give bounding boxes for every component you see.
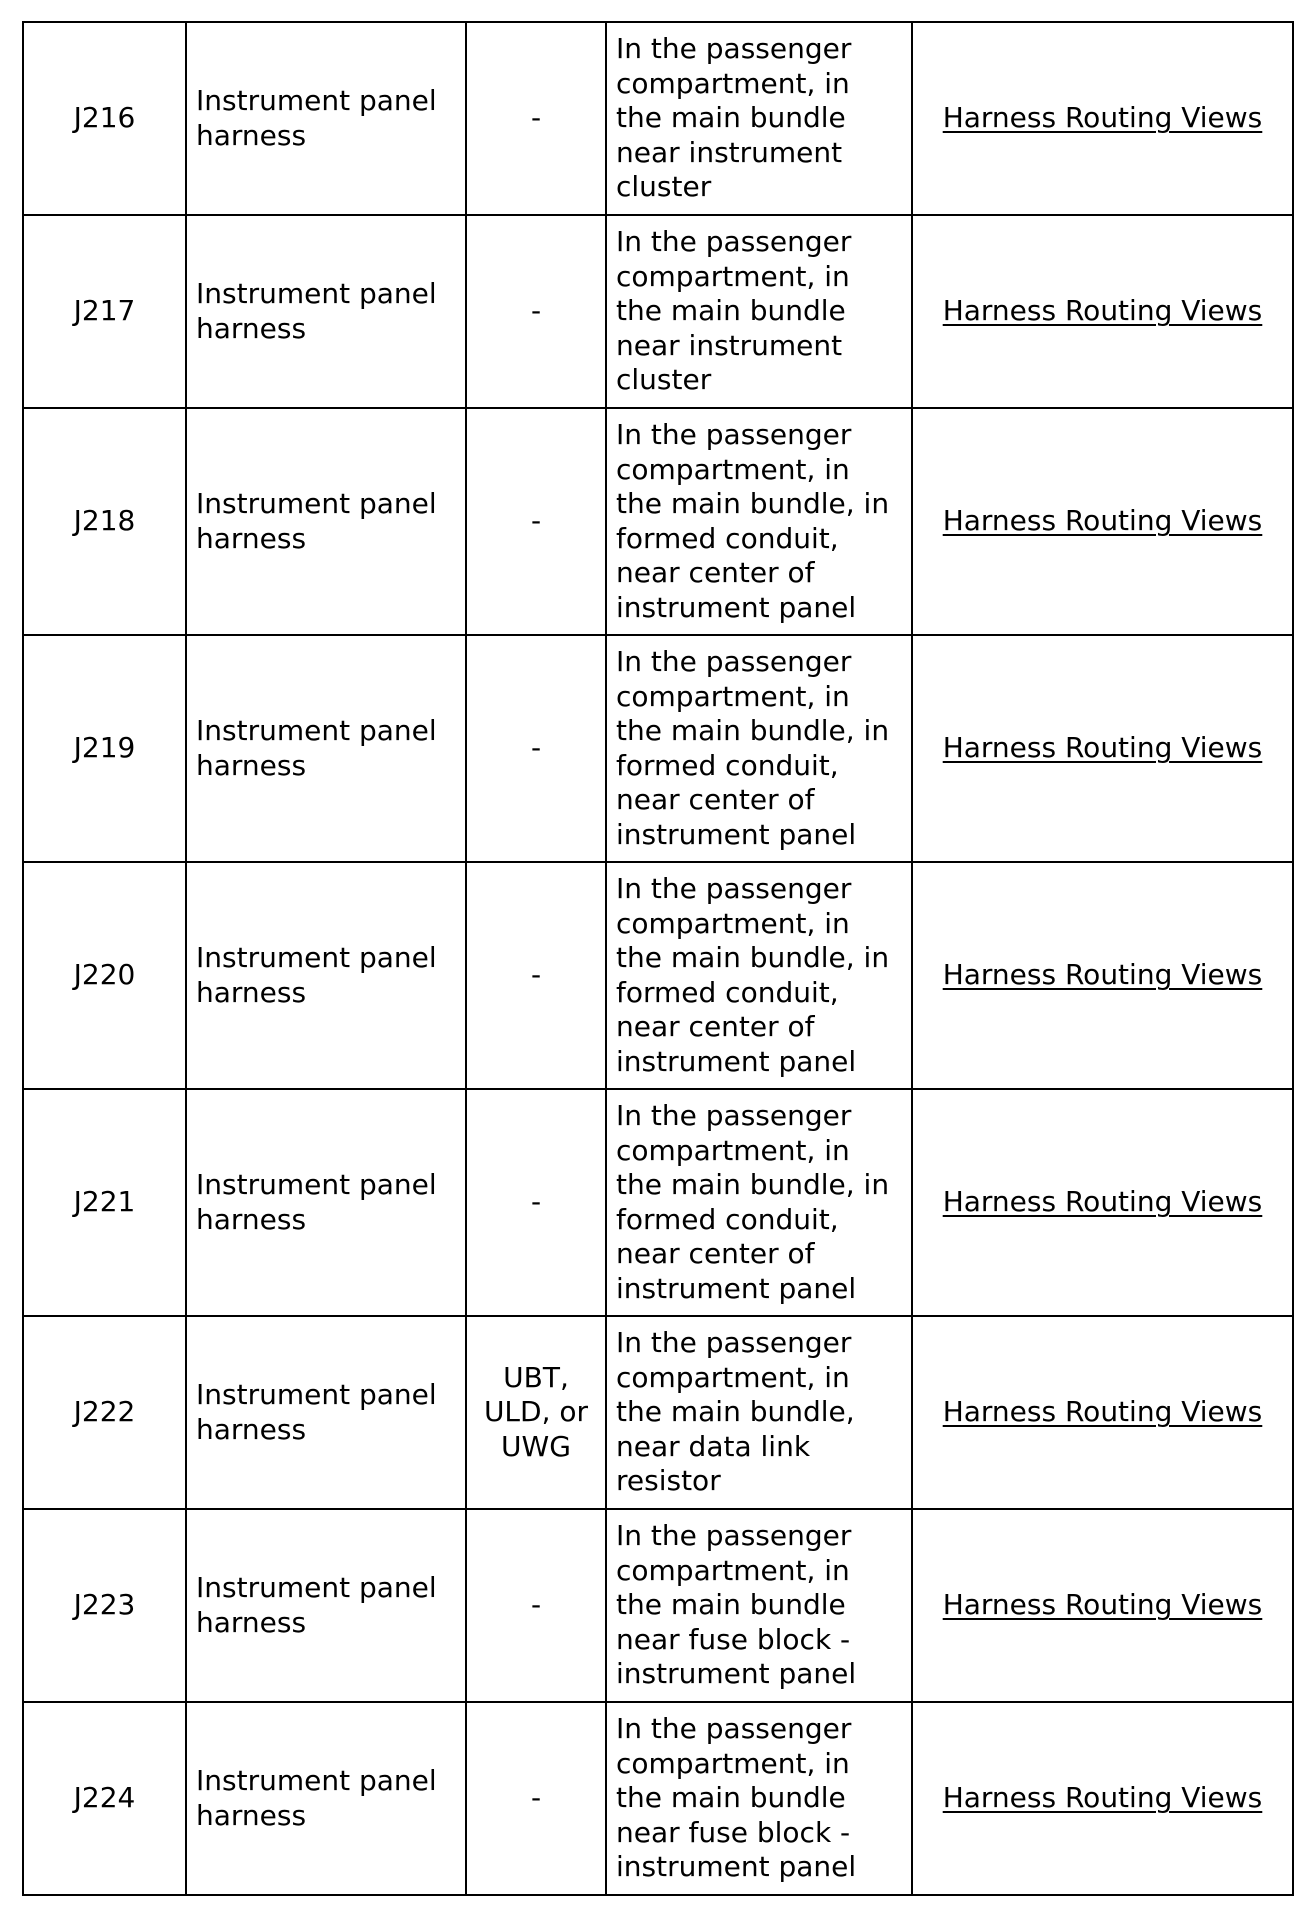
option-code: - xyxy=(466,635,606,862)
routing-link-cell xyxy=(912,215,1293,408)
harness-name: Instrument panel harness xyxy=(186,1702,466,1895)
connector-id: J221 xyxy=(23,1089,186,1316)
connector-id: J222 xyxy=(23,1316,186,1509)
routing-link-cell xyxy=(912,1702,1293,1895)
connector-id: J216 xyxy=(23,22,186,215)
table-row xyxy=(23,1509,1293,1702)
harness-name: Instrument panel harness xyxy=(186,408,466,635)
harness-name: Instrument panel harness xyxy=(186,215,466,408)
location-description: In the passenger compartment, in the main bundle, in formed conduit, near center of instrument panel xyxy=(606,1089,912,1316)
harness-routing-views-link[interactable]: Harness Routing Views xyxy=(942,294,1263,328)
table-row xyxy=(23,1316,1293,1509)
harness-routing-views-link[interactable]: Harness Routing Views xyxy=(942,504,1263,538)
harness-name: Instrument panel harness xyxy=(186,22,466,215)
connector-id: J218 xyxy=(23,408,186,635)
option-code: UBT, ULD, or UWG xyxy=(466,1316,606,1509)
harness-routing-views-link[interactable]: Harness Routing Views xyxy=(942,1781,1263,1815)
harness-routing-views-link[interactable]: Harness Routing Views xyxy=(942,1185,1263,1219)
location-description: In the passenger compartment, in the main bundle near fuse block - instrument panel xyxy=(606,1509,912,1702)
harness-name: Instrument panel harness xyxy=(186,1509,466,1702)
table-row xyxy=(23,215,1293,408)
harness-name: Instrument panel harness xyxy=(186,862,466,1089)
option-code: - xyxy=(466,22,606,215)
connector-id: J224 xyxy=(23,1702,186,1895)
routing-link-cell xyxy=(912,408,1293,635)
table-row xyxy=(23,408,1293,635)
routing-link-cell xyxy=(912,862,1293,1089)
connector-id: J220 xyxy=(23,862,186,1089)
routing-link-cell xyxy=(912,635,1293,862)
harness-routing-views-link[interactable]: Harness Routing Views xyxy=(942,1395,1263,1429)
table-row xyxy=(23,1089,1293,1316)
routing-link-cell xyxy=(912,22,1293,215)
harness-routing-views-link[interactable]: Harness Routing Views xyxy=(942,1588,1263,1622)
harness-routing-views-link[interactable]: Harness Routing Views xyxy=(942,101,1263,135)
location-description: In the passenger compartment, in the main bundle, in formed conduit, near center of instrument panel xyxy=(606,862,912,1089)
connector-id: J223 xyxy=(23,1509,186,1702)
harness-name: Instrument panel harness xyxy=(186,1089,466,1316)
location-description: In the passenger compartment, in the main bundle, in formed conduit, near center of instrument panel xyxy=(606,408,912,635)
routing-link-cell xyxy=(912,1089,1293,1316)
routing-link-cell xyxy=(912,1316,1293,1509)
harness-routing-views-link[interactable]: Harness Routing Views xyxy=(942,958,1263,992)
table-row xyxy=(23,22,1293,215)
table-row xyxy=(23,862,1293,1089)
splice-location-table xyxy=(22,21,1294,1896)
option-code: - xyxy=(466,1089,606,1316)
option-code: - xyxy=(466,1509,606,1702)
harness-name: Instrument panel harness xyxy=(186,635,466,862)
option-code: - xyxy=(466,862,606,1089)
location-description: In the passenger compartment, in the main bundle, near data link resistor xyxy=(606,1316,912,1509)
option-code: - xyxy=(466,215,606,408)
connector-id: J217 xyxy=(23,215,186,408)
location-description: In the passenger compartment, in the main bundle near instrument cluster xyxy=(606,22,912,215)
option-code: - xyxy=(466,408,606,635)
harness-name: Instrument panel harness xyxy=(186,1316,466,1509)
location-description: In the passenger compartment, in the main bundle near fuse block - instrument panel xyxy=(606,1702,912,1895)
connector-id: J219 xyxy=(23,635,186,862)
harness-routing-views-link[interactable]: Harness Routing Views xyxy=(942,731,1263,765)
routing-link-cell xyxy=(912,1509,1293,1702)
location-description: In the passenger compartment, in the main bundle, in formed conduit, near center of instrument panel xyxy=(606,635,912,862)
option-code: - xyxy=(466,1702,606,1895)
table-row xyxy=(23,635,1293,862)
location-description: In the passenger compartment, in the main bundle near instrument cluster xyxy=(606,215,912,408)
table-row xyxy=(23,1702,1293,1895)
